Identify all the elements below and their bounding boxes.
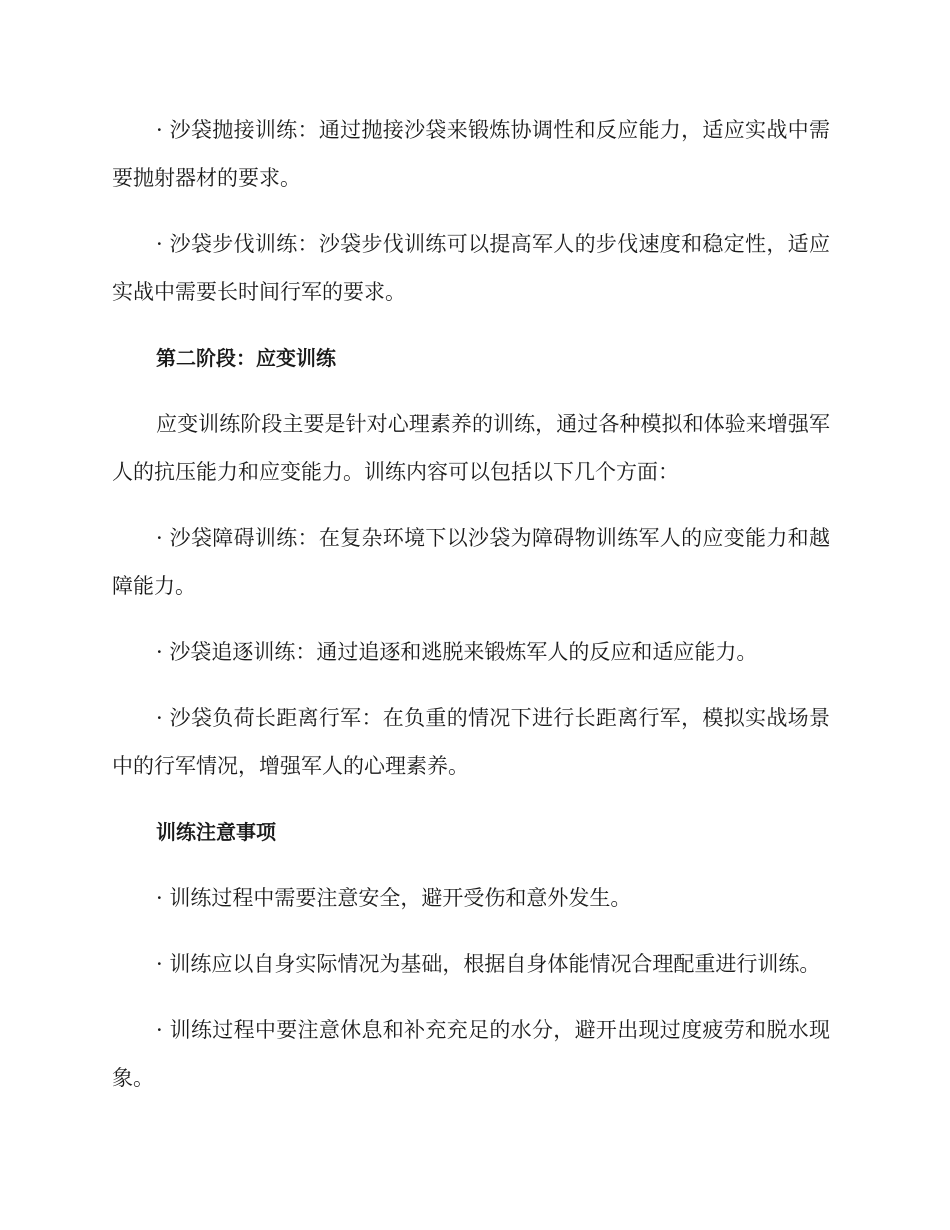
section-heading-stage-two: 第二阶段：应变训练 bbox=[156, 346, 336, 370]
bullet-sandbag-footwork: · 沙袋步伐训练：沙袋步伐训练可以提高军人的步伐速度和稳定性，适应实战中需要长时间行军的要求。 bbox=[112, 232, 830, 304]
bullet-precaution-safety: · 训练过程中需要注意安全，避开受伤和意外发生。 bbox=[156, 886, 632, 910]
bullet-sandbag-throw-catch: · 沙袋抛接训练：通过抛接沙袋来锻炼协调性和反应能力，适应实战中需要抛射器材的要求。 bbox=[112, 118, 830, 190]
stage-two-intro: 应变训练阶段主要是针对心理素养的训练，通过各种模拟和体验来增强军人的抗压能力和应变能力。训练内容可以包括以下几个方面： bbox=[112, 412, 830, 484]
section-heading-precautions: 训练注意事项 bbox=[156, 820, 276, 844]
bullet-precaution-rest: · 训练过程中要注意休息和补充充足的水分，避开出现过度疲劳和脱水现象。 bbox=[112, 1018, 830, 1090]
document-body bbox=[112, 106, 830, 1120]
bullet-sandbag-obstacle: · 沙袋障碍训练：在复杂环境下以沙袋为障碍物训练军人的应变能力和越障能力。 bbox=[112, 526, 830, 598]
bullet-precaution-load: · 训练应以自身实际情况为基础，根据自身体能情况合理配重进行训练。 bbox=[156, 952, 821, 976]
bullet-sandbag-chase: · 沙袋追逐训练：通过追逐和逃脱来锻炼军人的反应和适应能力。 bbox=[156, 640, 758, 664]
bullet-sandbag-long-march: · 沙袋负荷长距离行军：在负重的情况下进行长距离行军，模拟实战场景中的行军情况，增强军人的心理素养。 bbox=[112, 706, 830, 778]
